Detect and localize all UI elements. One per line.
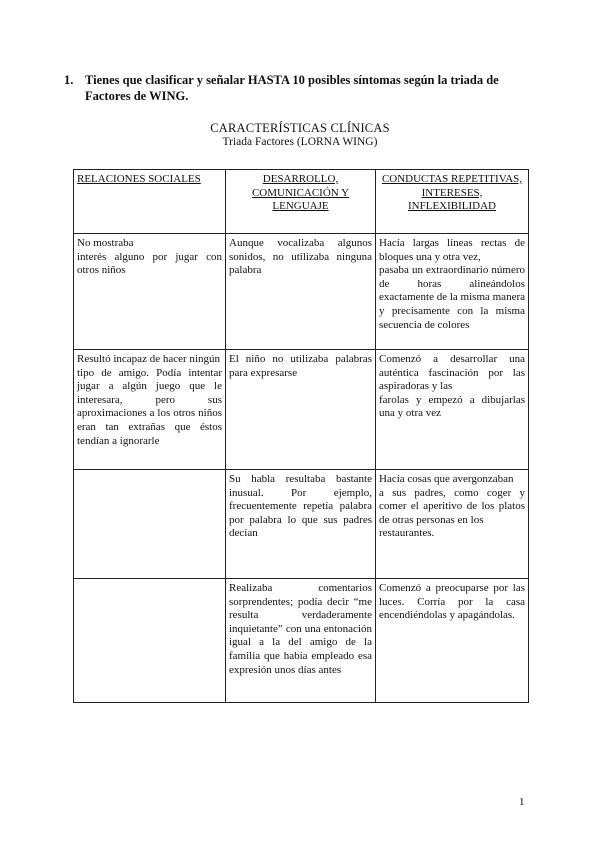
table-cell bbox=[74, 579, 226, 703]
table-cell: Su habla resultaba bastante inusual. Por ejemplo, frecuentemente repetía palabra por palabra lo que sus padres decían bbox=[226, 470, 376, 579]
table-row bbox=[74, 579, 529, 703]
table-cell: Hacía cosas que avergonzaban a sus padres, como coger y comer el aperitivo de los platos de otras personas en los restaurantes. bbox=[376, 470, 529, 579]
table-cell bbox=[74, 470, 226, 579]
table-cell: Comenzó a desarrollar una auténtica fascinación por las aspiradoras y las farolas y empezó a dibujarlas una y otra vez bbox=[376, 350, 529, 470]
table-row bbox=[74, 234, 529, 350]
question-number: 1. bbox=[64, 73, 74, 87]
table-cell: Hacía largas líneas rectas de bloques una y otra vez, pasaba un extraordinario número de horas alineándolos exactamente de la misma manera y precisamente con la misma secuencia de colores bbox=[376, 234, 529, 350]
header-repetitive-behaviors: CONDUCTAS REPETITIVAS, INTERESES, INFLEXIBILIDAD bbox=[376, 170, 529, 234]
header-social-relations: RELACIONES SOCIALES bbox=[74, 170, 226, 234]
question-text: Tienes que clasificar y señalar HASTA 10 posibles síntomas según la triada de Factores de WING. bbox=[85, 73, 499, 103]
table-cell: Resultó incapaz de hacer ningún tipo de amigo. Podía intentar jugar a algún juego que le interesara, pero sus aproximaciones a los otros niños eran tan extrañas que éstos tendían a ignorarle bbox=[74, 350, 226, 470]
table-cell: El niño no utilizaba palabras para expresarse bbox=[226, 350, 376, 470]
table-header-row bbox=[74, 170, 529, 234]
table-row bbox=[74, 470, 529, 579]
header-communication-language: DESARROLLO, COMUNICACIÓN Y LENGUAJE bbox=[226, 170, 376, 234]
clinical-characteristics-table bbox=[73, 169, 529, 703]
table-cell: Realizaba comentarios sorprendentes; podía decir “me resulta verdaderamente inquietante” con una entonación igual a la del amigo de la familia que había empleado esa expresión unos días antes bbox=[226, 579, 376, 703]
table-row bbox=[74, 350, 529, 470]
table-cell: No mostraba interés alguno por jugar con otros niños bbox=[74, 234, 226, 350]
table-cell: Comenzó a preocuparse por las luces. Corría por la casa encendiéndolas y apagándolas. bbox=[376, 579, 529, 703]
document-title: CARACTERÍSTICAS CLÍNICAS bbox=[210, 121, 390, 135]
table-cell: Aunque vocalizaba algunos sonidos, no utilizaba ninguna palabra bbox=[226, 234, 376, 350]
page-number: 1 bbox=[519, 796, 525, 808]
document-subtitle: Triada Factores (LORNA WING) bbox=[222, 136, 378, 148]
